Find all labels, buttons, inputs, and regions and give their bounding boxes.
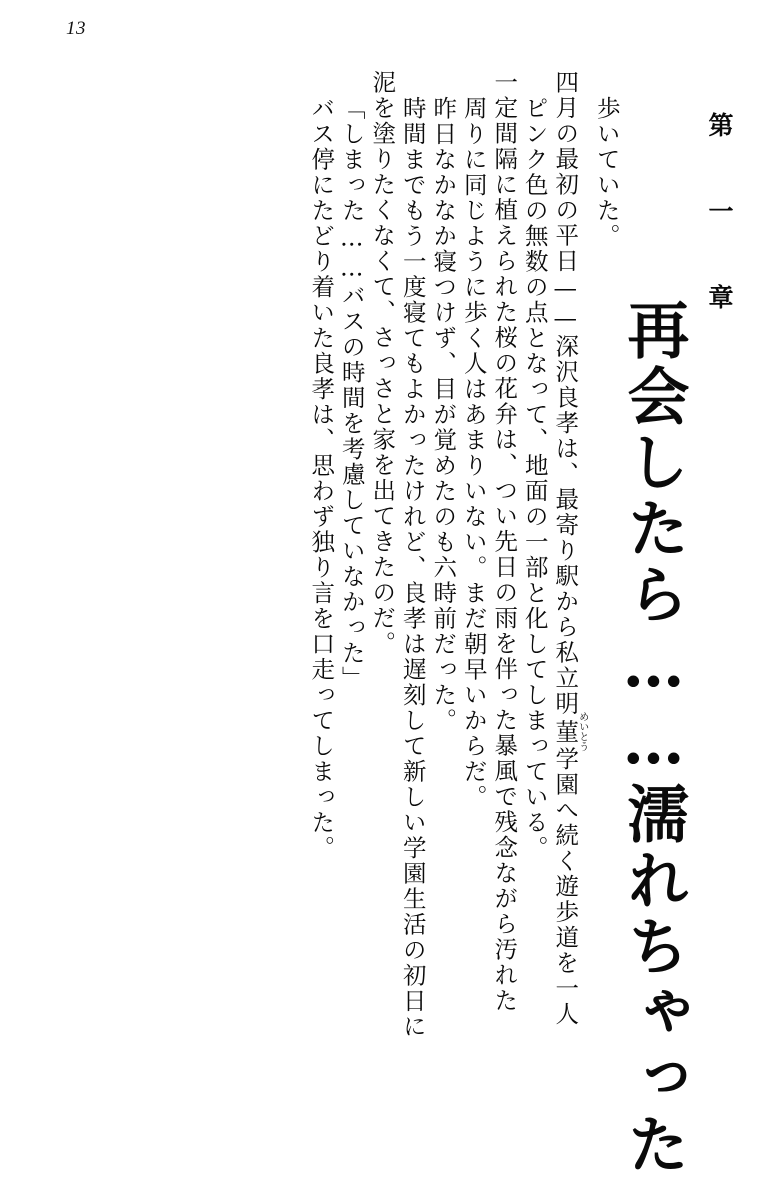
body-column: 一定間隔に植えられた桜の花弁は、つい先日の雨を伴った暴風で残念ながら汚れた (490, 70, 519, 1014)
body-column: 泥を塗りたくなくて、さっさと家を出てきたのだ。 (368, 70, 397, 657)
body-column: バス停にたどり着いた良孝は、思わず独り言を口走ってしまった。 (307, 96, 336, 861)
chapter-label: 第 一 章 (705, 112, 734, 325)
body-column: 歩いていた。 (592, 96, 621, 249)
ruby-meitou: 菫めいとう (551, 711, 588, 752)
body-column: 昨日なかなか寝つけず、目が覚めたのも六時前だった。 (429, 96, 458, 734)
body-column: 四月の最初の平日——深沢良孝は、最寄り駅から私立明菫めいとう学園へ続く遊歩道を一人 (551, 70, 588, 1027)
body-column: 周りに同じように歩く人はあまりいない。まだ朝早いからだ。 (459, 96, 488, 810)
body-column: 「しまった……バスの時間を考慮していなかった」 (337, 96, 366, 692)
page-number: 13 (66, 18, 86, 39)
chapter-title: 再会したら……濡れちゃった (617, 298, 690, 1178)
body-column: ピンク色の無数の点となって、地面の一部と化してしまっている。 (520, 96, 549, 861)
body-column: 時間までもう一度寝てもよかったけれど、良孝は遅刻して新しい学園生活の初日に (398, 96, 427, 1040)
vertical-text-body (40, 70, 734, 1178)
